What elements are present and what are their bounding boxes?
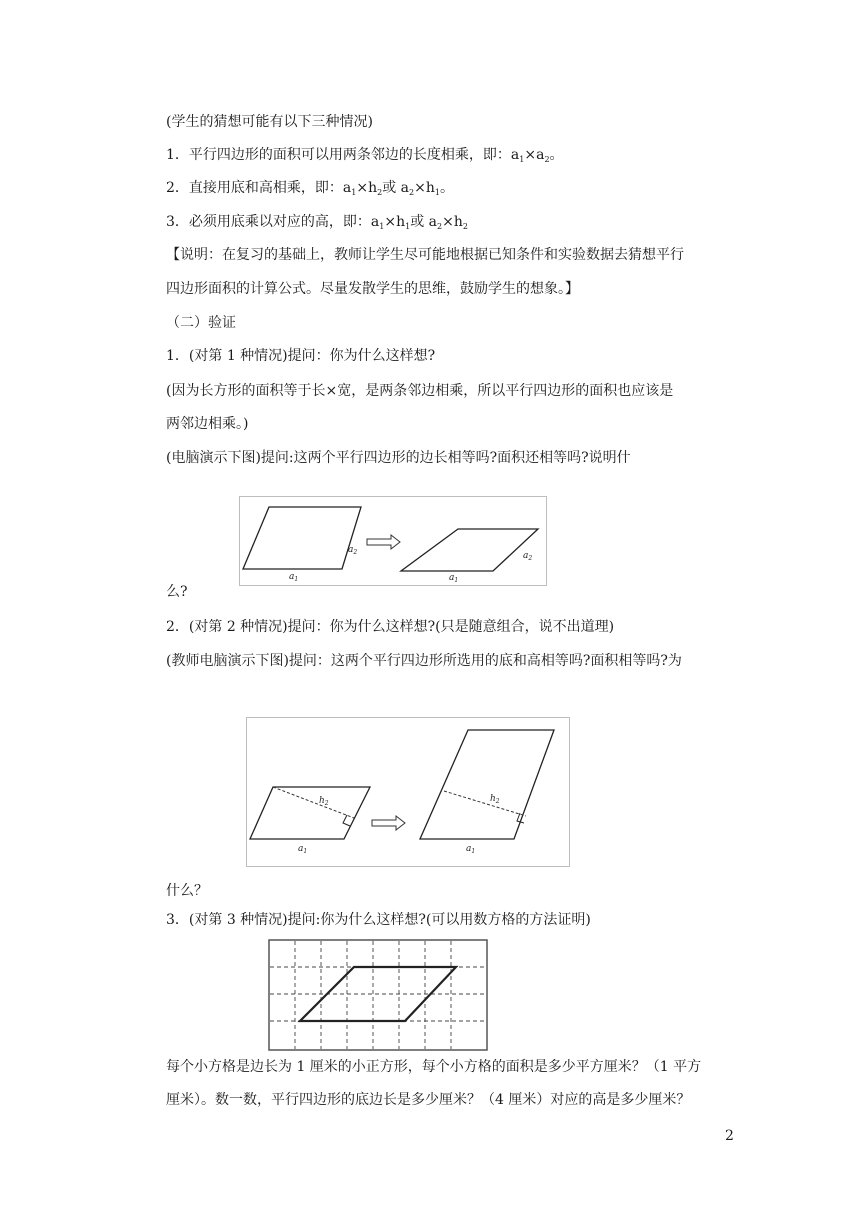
text-line: 1．平行四边形的面积可以用两条邻边的长度相乘，即：$a_1\times a_2$。 xyxy=(166,147,564,164)
page-number: 2 xyxy=(725,1128,734,1144)
text-line: (电脑演示下图)提问:这两个平行四边形的边长相等吗?面积还相等吗?说明什 xyxy=(166,450,631,466)
text-line: 3．(对第 3 种情况)提问:你为什么这样想?(可以用数方格的方法证明) xyxy=(166,912,591,928)
text-line: 1．(对第 1 种情况)提问：你为什么这样想? xyxy=(166,348,436,364)
svg-text:a2: $a_2$ xyxy=(523,551,533,562)
text-line: 两邻边相乘。) xyxy=(166,416,249,432)
text-line: (学生的猜想可能有以下三种情况) xyxy=(166,114,373,130)
parallelogram-height-figure xyxy=(246,717,570,867)
svg-text:a1: $a_1$ xyxy=(298,844,308,855)
text-line: 2．直接用底和高相乘，即：$a_1\times h_2$或 $a_2\times h_1$。 xyxy=(166,180,454,197)
svg-text:a2: $a_2$ xyxy=(348,545,358,556)
text-line: 厘米）。数一数，平行四边形的底边长是多少厘米？（4 厘米）对应的高是多少厘米？ xyxy=(166,1092,691,1108)
text-line: 什么？ xyxy=(166,883,208,899)
text-line: 3．必须用底乘以对应的高，即：$a_1\times h_1$或 $a_2\times h_2$ xyxy=(166,214,468,231)
svg-text:h2: $h_2$ xyxy=(319,796,329,807)
section-heading: （二）验证 xyxy=(166,315,236,331)
note-line: 四边形面积的计算公式。尽量发散学生的思维，鼓励学生的想象。】 xyxy=(166,281,579,297)
svg-text:a1: $a_1$ xyxy=(449,573,459,584)
text-line: (因为长方形的面积等于长×宽，是两条邻边相乘，所以平行四边形的面积也应该是 xyxy=(166,383,674,399)
svg-text:a1: $a_1$ xyxy=(289,572,299,583)
text-line: 么? xyxy=(166,584,188,600)
text-line: 2．(对第 2 种情况)提问：你为什么这样想?(只是随意组合，说不出道理) xyxy=(166,619,615,635)
text-line: 每个小方格是边长为 1 厘米的小正方形，每个小方格的面积是多少平方厘米？（1 平方 xyxy=(166,1059,702,1075)
svg-text:a1: $a_1$ xyxy=(466,844,476,855)
parallelogram-side-figure xyxy=(239,496,547,586)
svg-text:h2: $h_2$ xyxy=(490,794,500,805)
grid-parallelogram-figure xyxy=(268,939,488,1051)
text-line: (教师电脑演示下图)提问：这两个平行四边形所选用的底和高相等吗?面积相等吗?为 xyxy=(166,653,682,669)
note-line: 【说明：在复习的基础上，教师让学生尽可能地根据已知条件和实验数据去猜想平行 xyxy=(166,247,684,263)
